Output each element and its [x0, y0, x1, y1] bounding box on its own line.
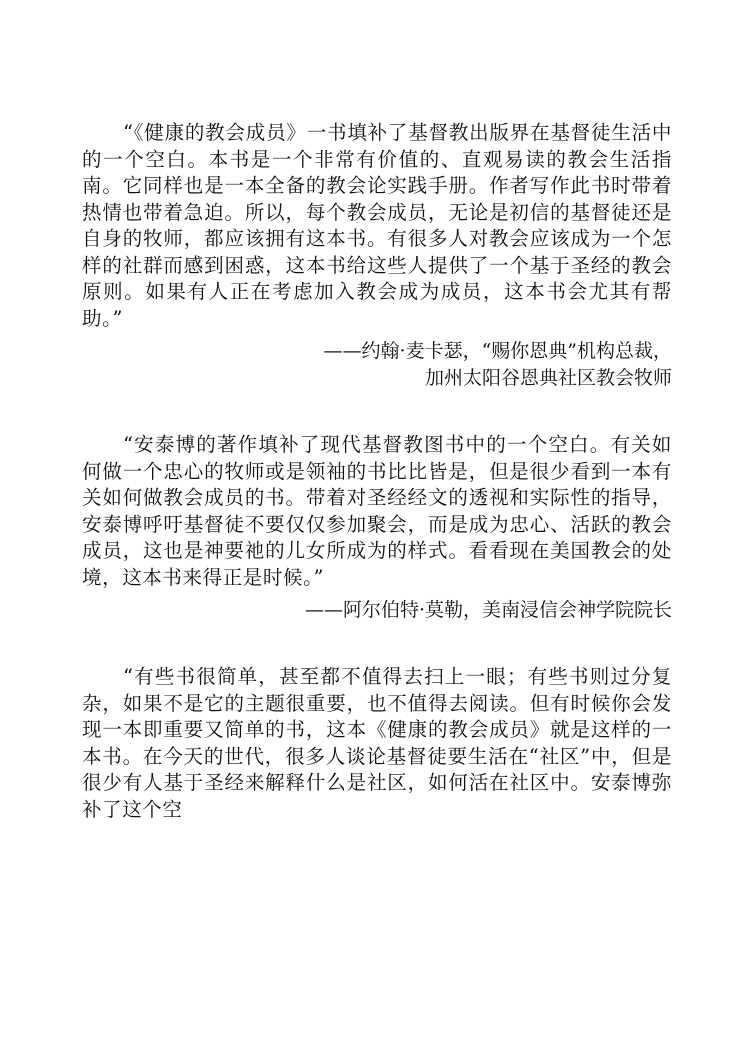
- attribution-line: ——约翰·麦卡瑟，“赐你恩典”机构总裁，: [323, 340, 672, 362]
- quote-attribution: [82, 338, 672, 392]
- endorsement-quote: [82, 120, 672, 392]
- quote-text: “《健康的教会成员》一书填补了基督教出版界在基督徒生活中的一个空白。本书是一个非常有价值的、直观易读的教会生活指南。它同样也是一本全备的教会论实践手册。作者写作此书时带着热情也带着急迫。所以，每个教会成员，无论是初信的基督徒还是自身的牧师，都应该拥有这本书。有很多人对教会应该成为一个怎样的社群而感到困惑，这本书给这些人提供了一个基于圣经的教会原则。如果有人正在考虑加入教会成为成员，这本书会尤其有帮助。”: [82, 121, 672, 330]
- quote-attribution: [82, 597, 672, 624]
- quote-text: “有些书很简单，甚至都不值得去扫上一眼；有些书则过分复杂，如果不是它的主题很重要，也不值得去阅读。但有时候你会发现一本即重要又简单的书，这本《健康的教会成员》就是这样的一本书。在今天的世代，很多人谈论基督徒要生活在“社区”中，但是很少有人基于圣经来解释什么是社区，如何活在社区中。安泰博弥补了这个空: [82, 665, 672, 821]
- quote-text: “安泰博的著作填补了现代基督教图书中的一个空白。有关如何做一个忠心的牧师或是领袖的书比比皆是，但是很少看到一本有关如何做教会成员的书。带着对圣经经文的透视和实际性的指导，安泰博呼吁基督徒不要仅仅参加聚会，而是成为忠心、活跃的教会成员，这也是神要祂的儿女所成为的样式。看看现在美国教会的处境，这本书来得正是时候。”: [82, 433, 672, 589]
- endorsements-page: [82, 120, 672, 823]
- endorsement-quote: [82, 432, 672, 624]
- attribution-line: 加州太阳谷恩典社区教会牧师: [424, 367, 672, 389]
- attribution-line: ——阿尔伯特·莫勒，美南浸信会神学院院长: [304, 599, 672, 621]
- endorsement-quote: [82, 664, 672, 823]
